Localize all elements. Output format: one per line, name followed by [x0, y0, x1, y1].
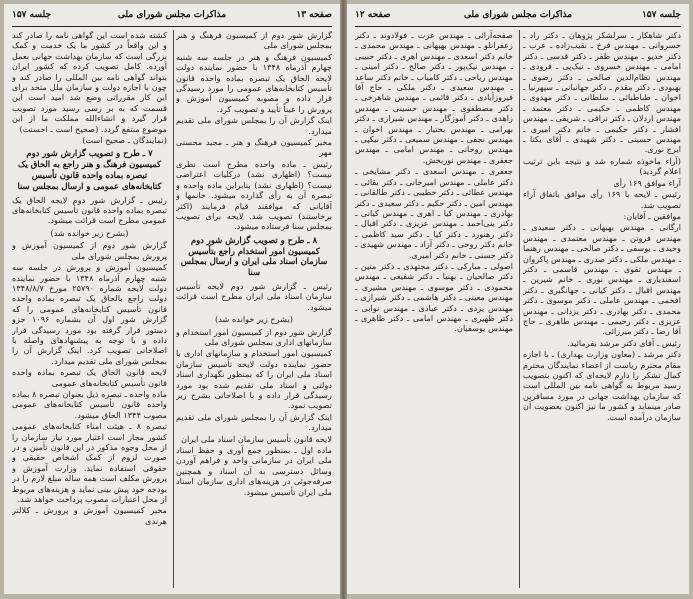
paragraph: گزارش شور دوم از کمیسیون فرهنگ و هنر بمجلس شورای ملی [176, 30, 332, 51]
right-page-running-title: مذاکرات مجلس شورای ملی [463, 10, 573, 20]
paragraph: لایحه قانون الحاق یک تبصره بماده واحده قانون تأسیس کتابخانه‌های عمومی [12, 367, 167, 388]
left-page-right-column [176, 30, 332, 588]
paragraph: کشته شده است این گواهی نامه را صادر کند و این واقعاً در کشور ما یک خدمت و کمک بزرگی است که سازمان بهداشت جهانی بعمل آورده. کامل تصویب کرده که کشور ایران بتواند گواهی نامه بین المللی را صادر کند و چون با اجازه دولت و سازمان ملل متحد برای این کار مقرراتی وضع شد امید است این قسمت که به بر رسی رسید مورد تصویب قرار گیرد و انشاءالله مملکت ما از این موضوع منتفع گردد. (صحیح است ـ احسنت) [12, 30, 167, 134]
section-heading: ۷ ـ طرح و تصویب گزارش شور دوم کمیسیون فرهنگ و هنر راجع به الحاق یک تبصره بماده واحده قانون تأسیس کتابخانه‌های عمومی و ارسال بمجلس سنا [17, 148, 162, 191]
left-page-left-column [12, 30, 167, 588]
paragraph: اینک گزارش آن را بمجلس شورای ملی تقدیم میدارد. [176, 115, 332, 136]
paragraph: مخبر کمیسیون فرهنگ و هنر ـ مجید محسنی مهر [176, 137, 332, 158]
left-page-session: جلسه ۱۵۷ [12, 10, 52, 20]
right-header-rule [355, 26, 681, 27]
paragraph: ماده واحده ـ تبصره ذیل بعنوان تبصره ۸ بماده واحده قانون تأسیس کتابخانه‌های عمومی مصوب ۱۳۴۴ الحاق میشود. [12, 388, 167, 420]
paragraph: رئیس ـ گزارش شور دوم لایحه تأسیس سازمان اسناد ملی ایران مطرح است قرائت میشود. [176, 280, 332, 312]
paragraph: کمیسیون امور استخدام و سازمانهای اداری با حضور نماینده دولت لایحه تأسیس سازمان اسناد ملی ایران را که بمنظور نگهداری اسناد دولتی و اسناد ملی تقدیم شده بود مورد رسیدگی قرار داده و با اصلاحاتی بشرح زیر تصویب نمود. [176, 348, 332, 411]
paragraph: ماده اول ـ بمنظور جمع آوری و حفظ اسناد ملی ایران در سازمانی واحد و فراهم آوردن وسائل دسترسی به آن اسناد و همچنین صرفه‌جوئی در هزینه‌های اداری سازمان اسناد ملی ایران تأسیس میشود. [176, 445, 332, 497]
paragraph: کمیسیون فرهنگ و هنر در جلسه سه شنبه چهارم آذرماه ۱۳۴۸ با حضور نماینده دولت لایحه الحاق یک تبصره بماده واحده قانون تأسیس کتابخانه‌های عمومی را مورد رسیدگی قرار داده و مصوبه کمیسیون آموزش و پرورش را عیناً تأیید و تصویب کرد. [176, 51, 332, 114]
paragraph: دکتر مرشد ـ (معاون وزارت بهداری) ـ با اجازه مقام محترم ریاست از اعضاء نمایندگان محترم کمال تشکر را دارم لایحه‌ای که اکنون بتصویب رسید مربوط به گواهی نامه بین المللی است که سازمان بهداشت جهانی در مورد مسافرین صادر مینماید و کشور ما نیز اکنون بعضویت آن سازمان درآمده است. [523, 349, 681, 422]
right-page-number: صفحه ۱۲ [355, 10, 391, 20]
paragraph: (آراء ماخوذه شماره شد و نتیجه باین ترتیب اعلام گردید) [523, 155, 681, 177]
left-page-running-title: مذاکرات مجلس شورای ملی [117, 10, 227, 20]
paragraph: تبصره ۸ ـ هیئت امناء کتابخانه‌های عمومی کشور مجاز است اعتبار مورد نیاز سازمان را از محل وجوه مذکور در این قانون تأمین و در صورت لزوم از کمک اشخاص حقیقی و حقوقی استفاده نماید. وزارت آموزش و پرورش مکلف است همه ساله مبلغ لازم را در بودجه خود پیش بینی نماید و هزینه‌های مربوط از محل اعتبارات مصوب پرداخت خواهد شد. [12, 421, 167, 505]
right-page-left-column [355, 30, 513, 588]
section-heading: ۸ ـ طرح و تصویب گزارش شور دوم کمیسیون امور استخدام راجع بتأسیس سازمان اسناد ملی ایران و ارسال بمجلس سنا [180, 234, 328, 278]
paragraph: (نمایندگان ـ صحیح است) [82, 135, 167, 146]
paragraph: رئیس ـ لایحه با ۱۶۹ رأی موافق باتفاق آراء تصویب شد. [523, 189, 681, 210]
paragraph: (بشرح زیر خوانده شد) [50, 227, 129, 238]
right-page-right-column [523, 30, 681, 588]
paragraph: صفحه‌آرائی ـ مهندس عزت ـ فولادوند ـ دکتر زعفرانلو ـ مهندس بهبهانی ـ مهندس محمدی ـ خانم دکتر اسعدی ـ مهندس اهری ـ دکتر حبیبی ـ مهندس نیک‌پور ـ دکتر صالح ـ دکتر امینی ـ مهندس ریاحی ـ دکتر کامیاب ـ خانم دکتر ساعد ـ مهندس سعیدی ـ دکتر ملکی ـ حاج آقا فیروزآبادی ـ دکتر قائمی ـ مهندس شاهرخی ـ دکتر مصطفوی ـ مهندس حسینی ـ مهندس زاهدی ـ دکتر آموزگار ـ مهندس شیرازی ـ دکتر بهرامی ـ مهندس بختیار ـ مهندس اخوان ـ مهندس نجفی ـ مهندس سمیعی ـ دکتر نیکپی ـ مهندس روحانی ـ مهندس امامی ـ مهندس جعفری ـ مهندس نوربخش. [355, 30, 513, 165]
paragraph: آراء موافق ۱۶۹ رأی [613, 177, 681, 188]
right-page-session: جلسه ۱۵۷ [641, 10, 681, 20]
paragraph: موافقین ـ آقایان: [623, 210, 681, 221]
left-page-header [12, 10, 332, 24]
paragraph: دکتر شاهکار ـ سرلشکر پژوهان ـ دکتر راد ـ خسروانی ـ مهندس فرخ ـ نقیب‌زاده ـ عرب ـ دکتر خدیو ـ مهندس ظفر ـ دکتر قدسی ـ دکتر امامی ـ مهندس خسروی ـ نیک‌پی ـ فرودی ـ مهندس نظام‌الدین صالحی ـ دکتر رضوی ـ بهبودی ـ دکتر مقدم ـ دکتر جهانبانی ـ سپهرنیا ـ اخوان ـ طباطبائی ـ سلطانی ـ دکتر مهدوی ـ مهندس کاظمی ـ حکیمی ـ دکتر معتمد ـ مهندس اردلان ـ دکتر نراقی ـ شریفی ـ مهندس افشار ـ دکتر حکیمی ـ خانم دکتر امیری ـ مهندس حسینی ـ دکتر شهیدی ـ آقای یکتا ـ ایرج نوری. [523, 30, 681, 155]
paragraph: اصولی ـ مبارکی ـ دکتر مجتهدی ـ دکتر متین ـ دکتر صالحیان ـ بهنیا ـ دکتر شفیعی ـ مهندس محمودی ـ دکتر موسوی ـ مهندس مشیری ـ مهندس معینی ـ دکتر هاشمی ـ دکتر شیرازی ـ مهندس یزدی ـ دکتر عبادی ـ مهندس نوابی ـ دکتر ظهیری ـ مهندس امامی ـ دکتر طاهری ـ مهندس یوسفیان. [355, 260, 513, 334]
paragraph: لایحه قانون تأسیس سازمان اسناد ملی ایران [181, 433, 332, 444]
paragraph: گزارش شور دوم از کمیسیون آموزش و پرورش بمجلس شورای ملی [12, 240, 167, 261]
paragraph: گزارش شور دوم از کمیسیون امور استخدام و سازمانهای اداری بمجلس شورای ملی [176, 326, 332, 347]
paragraph: کمیسیون آموزش و پرورش در جلسه سه شنبه چهارم آذرماه ۱۳۴۸ با حضور نماینده دولت لایحه شماره ۲۵۷۹۰ مورخ ۱۳۴۸/۸/۷ دولت راجع بالحاق یک تبصره بماده واحده قانون تأسیس کتابخانه‌های عمومی را که گزارش شور اول آن بشماره ۱۰۹۶ جزو دستور قرار گرفته بود مورد رسیدگی قرار داده و با توجه به پیشنهادهای واصله با اصلاحاتی تصویب کرد. اینک گزارش آن را بمجلس شورای ملی تقدیم میدارد. [12, 262, 167, 366]
left-page [4, 4, 340, 594]
paragraph: جعفری ـ مهندس اسعدی ـ دکتر مشایخی ـ دکتر عاملی ـ مهندس امیرخانی ـ دکتر بقائی ـ مهندس عطائی ـ دکتر خطیبی ـ دکتر طالقانی ـ مهندس امین ـ دکتر حکیم ـ دکتر سعیدی ـ دکتر بهادری ـ مهندس کیا ـ اهری ـ مهندس کیانی ـ دکتر بنی‌احمد ـ مهندس عزیزی ـ دکتر اقبال ـ دکتر رهنورد ـ دکتر کیا ـ دکتر سید کاظمی ـ خانم دکتر روحی ـ دکتر آزاد ـ مهندس شهیدی ـ دکتر حسنی ـ خانم دکتر امیری. [355, 166, 513, 260]
right-page [347, 4, 689, 594]
left-header-rule [12, 26, 332, 27]
paragraph: اینک گزارش آن را بمجلس شورای ملی تقدیم میدارد. [176, 411, 332, 433]
left-column-divider [173, 30, 174, 588]
book-gutter [340, 0, 347, 599]
paragraph: رئیس ـ ماده واحده مطرح است نظری نیست؟ (اظهاری نشد) درکلیات اعتراضی نیست؟ (اظهاری نشد) بنابراین ماده واحده و تبصره آن به رأی گذارده میشود. خانمها و آقایانی که موافقند قیام فرمایند (اکثر برخاستند) تصویب شد. لایحه برای تصویب بمجلس سنا فرستاده میشود. [176, 158, 332, 232]
paragraph: رئیس ـ آقای دکتر مرشد بفرمائید. [567, 337, 681, 348]
right-page-header [355, 10, 681, 24]
paragraph: ارگانی ـ مهندس بهبهانی ـ دکتر سعیدی ـ مهندس فروتن ـ مهندس معتمدی ـ مهندس وحیدی ـ یوسفی ـ دکتر صالحی ـ مهندس رهنما ـ مهندس ملکی ـ دکتر صدری ـ مهندس پاکروان ـ مهندس تقوی ـ مهندس قاسمی ـ دکتر اسفندیاری ـ مهندس نوری ـ خانم شیرین ـ مهندس اقبال ـ دکتر کیانی ـ جهانگیری ـ دکتر افخمی ـ مهندس عاملی ـ دکتر موسوی ـ دکتر محمدی ـ دکتر بهادری ـ دکتر یزدانی ـ مهندس عزیزی ـ دکتر رحیمی ـ مهندس طاهری ـ حاج آقا رضا ـ دکتر میرزائی. [523, 222, 681, 337]
paragraph: (بشرح زیر خوانده شد) [215, 314, 293, 325]
right-column-divider [519, 30, 520, 588]
left-page-number: صفحه ۱۳ [296, 10, 332, 20]
paragraph: مخبر کمیسیون آموزش و پرورش ـ کلالتر هرندی [12, 505, 167, 526]
paragraph: رئیس ـ گزارش شور دوم لایحه الحاق یک تبصره بماده واحده قانون تأسیس کتابخانه‌های عمومی مطرح است قرائت میشود. [12, 194, 167, 226]
